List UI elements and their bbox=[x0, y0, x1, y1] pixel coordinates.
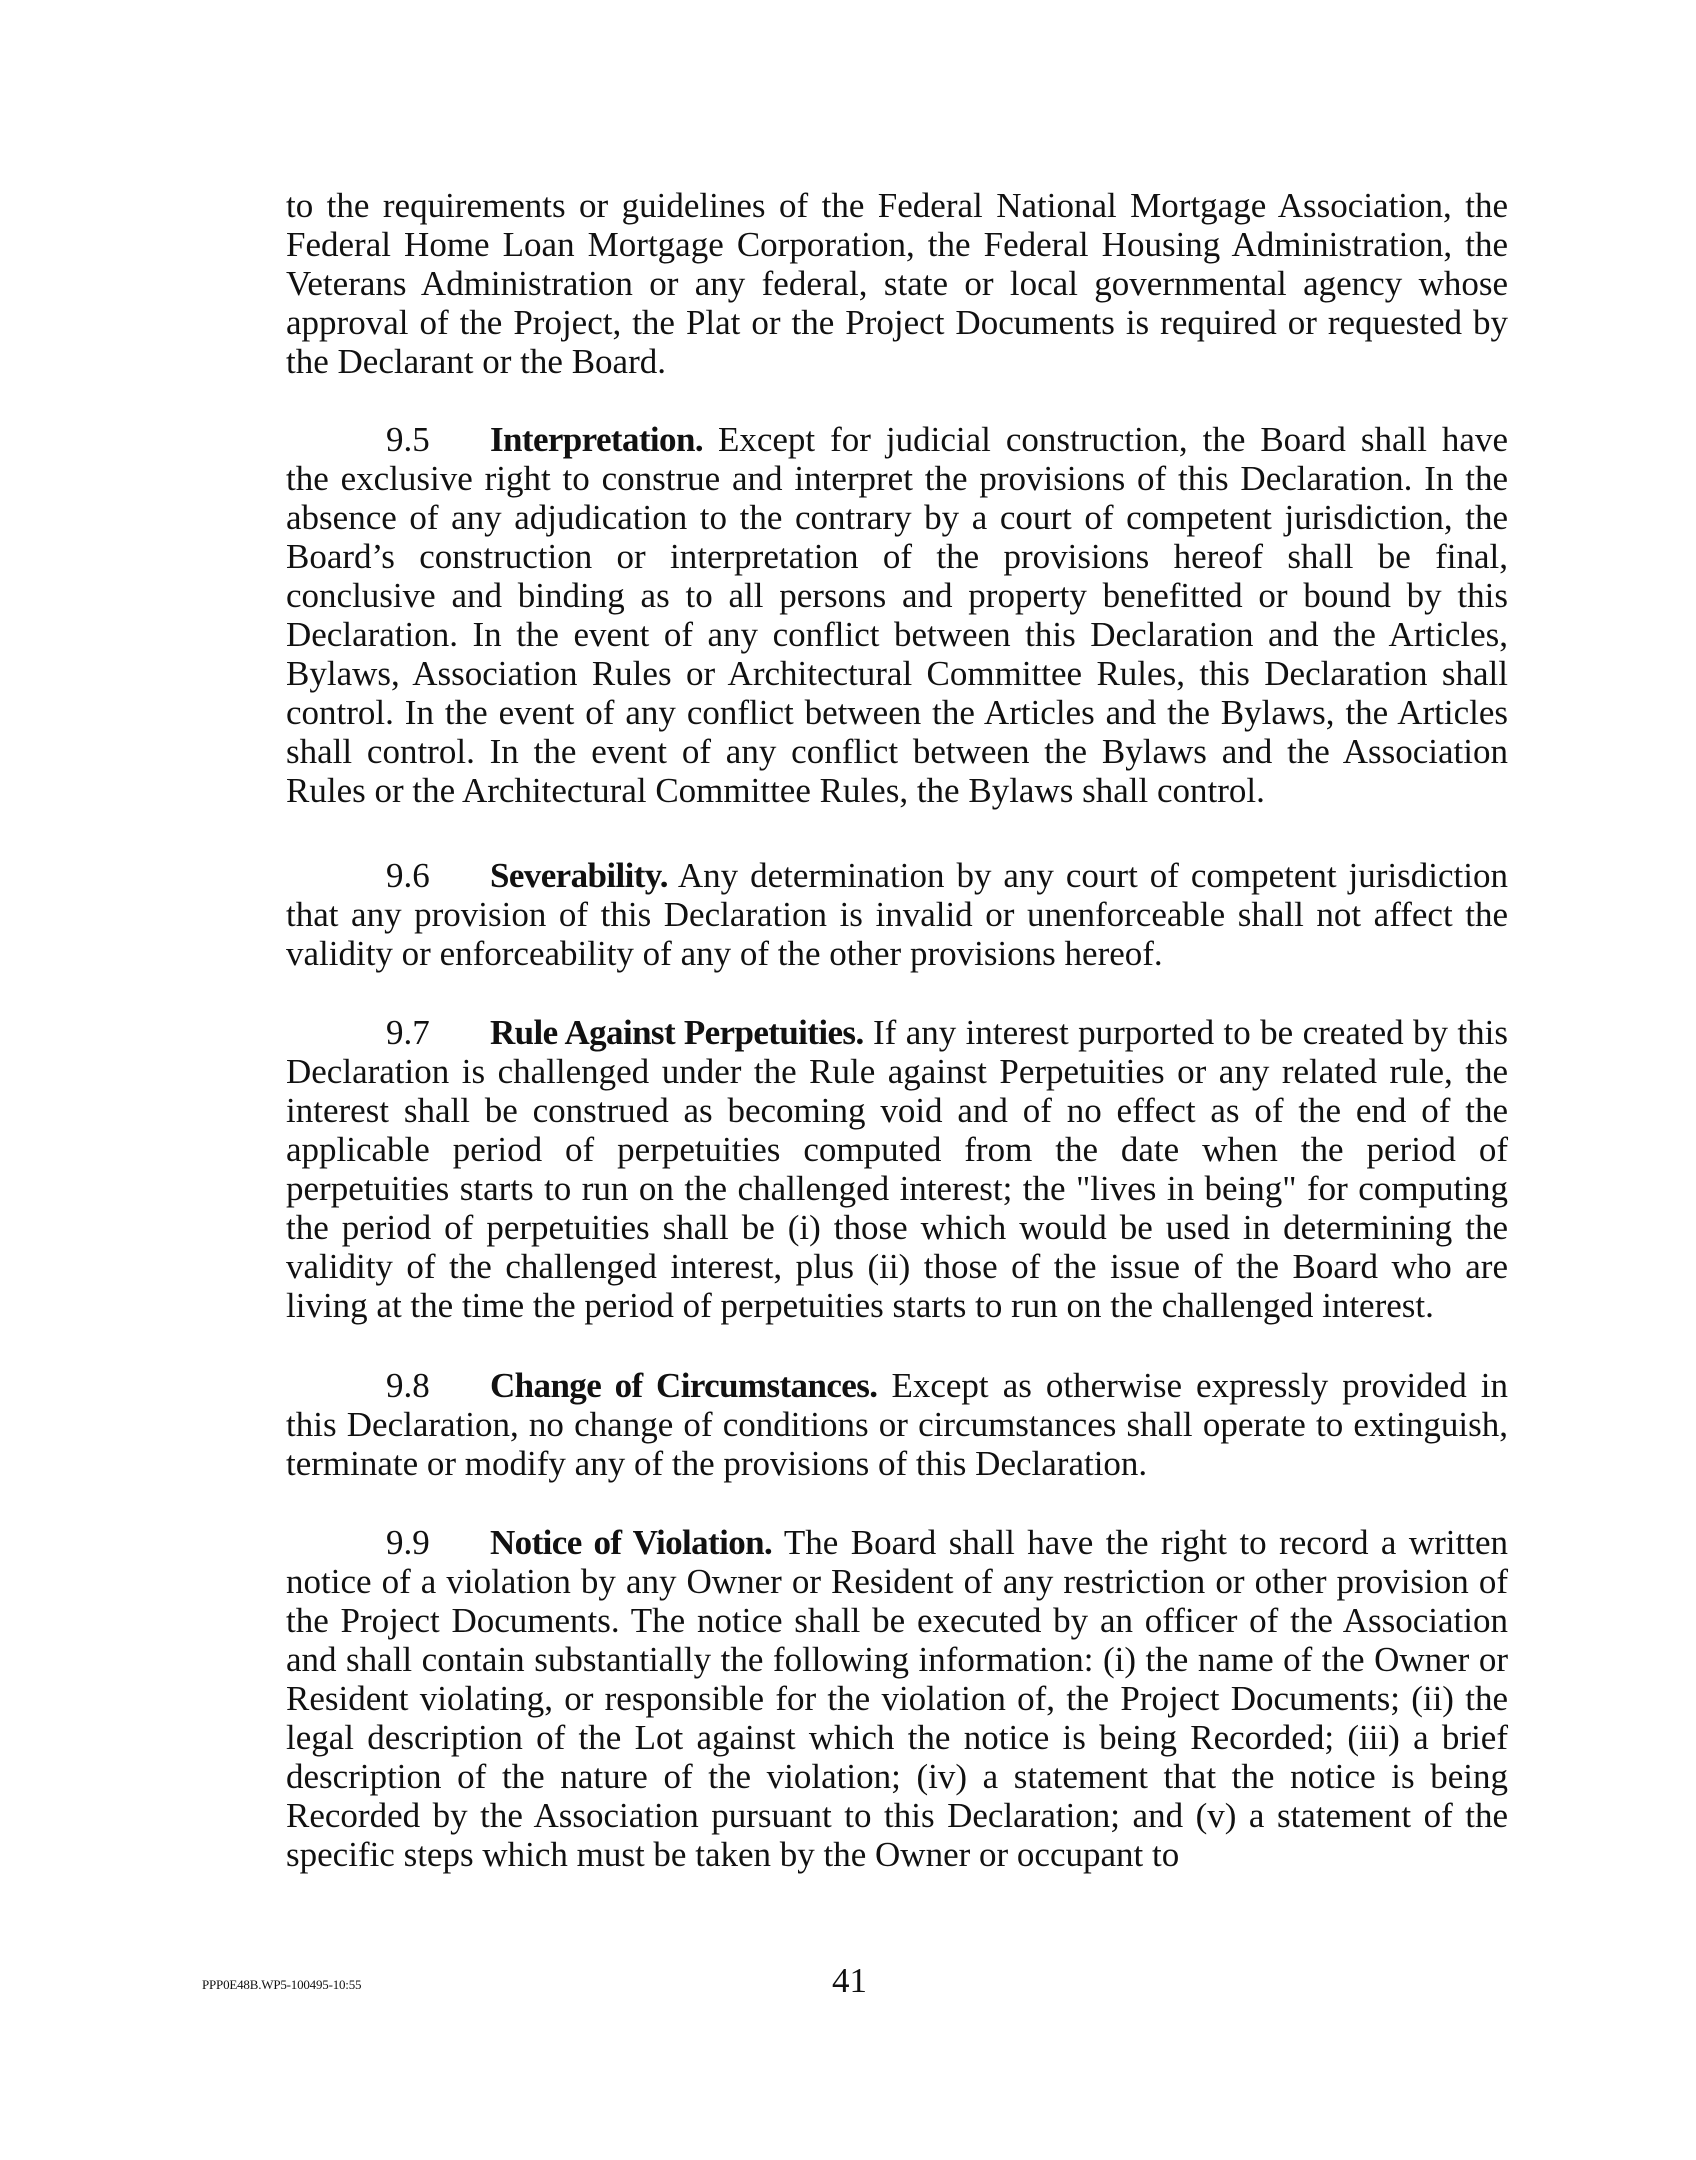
section-9-5 bbox=[286, 420, 1508, 810]
section-9-7 bbox=[286, 1013, 1508, 1325]
section-number: 9.8 bbox=[386, 1366, 430, 1405]
section-9-9 bbox=[286, 1523, 1508, 1874]
section-body: Except as otherwise expressly provided in this Declaration, no change of conditions or circumstances shall operate to extinguish, terminate or modify any of the provisions of this Declaration. bbox=[286, 1366, 1509, 1483]
section-body: If any interest purported to be created by this Declaration is challenged under the Rule against Perpetuities or any related rule, the interest shall be construed as becoming void and of no effect as of the end of the applicable period of perpetuities computed from the date when the period of perpetuities starts to run on the challenged interest; the "lives in being" for computing the period of perpetuities shall be (i) those which would be used in determining the validity of the challenged interest, plus (ii) those of the issue of the Board who are living at the time the period of perpetuities starts to run on the challenged interest. bbox=[286, 1013, 1508, 1325]
page-number: 41 bbox=[832, 1961, 867, 2000]
section-number: 9.9 bbox=[386, 1523, 430, 1562]
footer-file-code: PPP0E48B.WP5-100495-10:55 bbox=[202, 1977, 362, 1992]
intro-paragraph: to the requirements or guidelines of the Federal National Mortgage Association, the Federal Home Loan Mortgage Corporation, the Federal Housing Administration, the Veterans Administration or any federal, state or local governmental agency whose approval of the Project, the Plat or the Project Documents is required or requested by the Declarant or the Board. bbox=[286, 186, 1508, 381]
section-number: 9.6 bbox=[386, 856, 430, 895]
section-body: The Board shall have the right to record a written notice of a violation by any Owner or Resident of any restriction or other provision of the Project Documents. The notice shall be executed by an officer of the Association and shall contain substantially the following information: (i) the name of the Owner or Resident violating, or responsible for the violation of, the Project Documents; (ii) the legal description of the Lot against which the notice is being Recorded; (iii) a brief description of the nature of the violation; (iv) a statement that the notice is being Recorded by the Association pursuant to this Declaration; and (v) a statement of the specific steps which must be taken by the Owner or occupant to bbox=[286, 1523, 1508, 1874]
section-title: Notice of Violation. bbox=[490, 1523, 773, 1562]
section-9-8 bbox=[286, 1366, 1508, 1483]
section-number: 9.7 bbox=[386, 1013, 430, 1052]
section-title: Severability. bbox=[490, 856, 668, 895]
section-body: Except for judicial construction, the Board shall have the exclusive right to construe and interpret the provisions of this Declaration. In the absence of any adjudication to the contrary by a court of competent jurisdiction, the Board’s construction or interpretation of the provisions hereof shall be final, conclusive and binding as to all persons and property benefitted or bound by this Declaration. In the event of any conflict between this Declaration and the Articles, Bylaws, Association Rules or Architectural Committee Rules, this Declaration shall control. In the event of any conflict between the Articles and the Bylaws, the Articles shall control. In the event of any conflict between the Bylaws and the Association Rules or the Architectural Committee Rules, the Bylaws shall control. bbox=[286, 420, 1508, 810]
section-body: Any determination by any court of competent jurisdiction that any provision of this Declaration is invalid or unenforceable shall not affect the validity or enforceability of any of the other provisions hereof. bbox=[286, 856, 1508, 973]
section-title: Change of Circumstances. bbox=[490, 1366, 878, 1405]
section-9-6 bbox=[286, 856, 1508, 973]
section-title: Interpretation. bbox=[490, 420, 703, 459]
section-number: 9.5 bbox=[386, 420, 430, 459]
section-title: Rule Against Perpetuities. bbox=[490, 1013, 864, 1052]
